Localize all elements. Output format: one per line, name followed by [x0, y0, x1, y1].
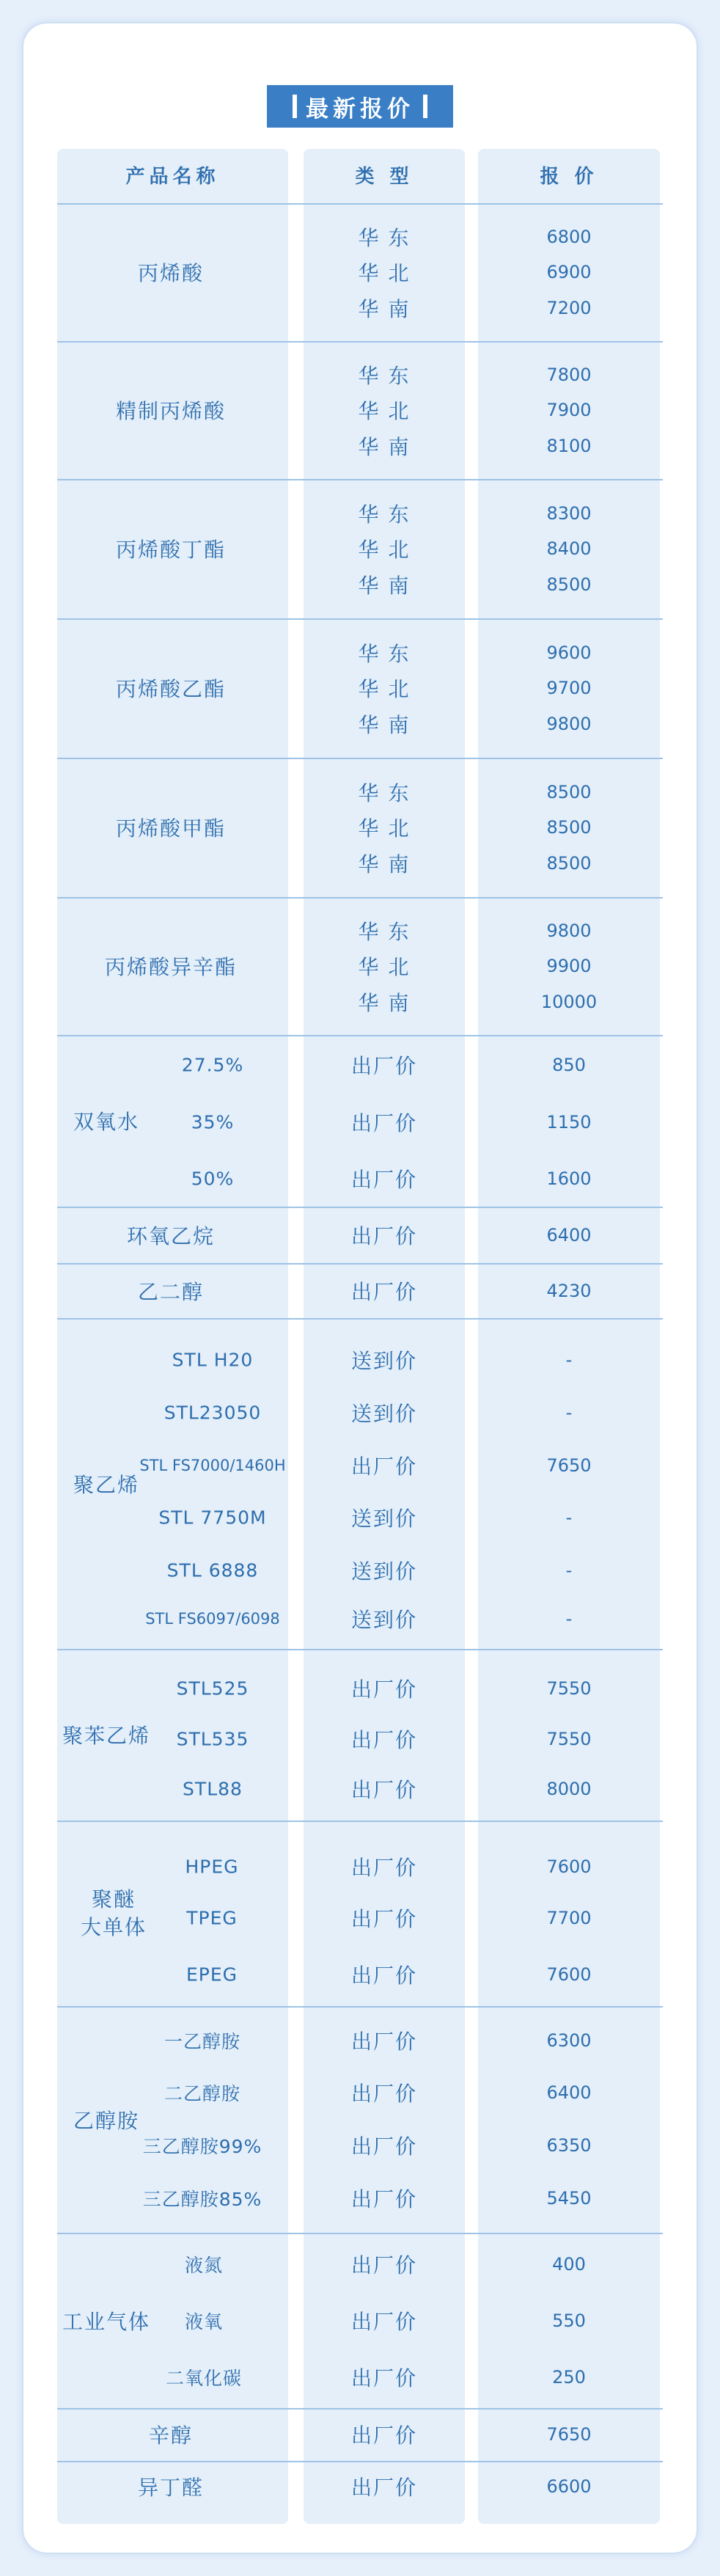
grade-label: 液氮	[184, 2255, 224, 2276]
grade-label: STL 6888	[166, 1559, 259, 1581]
grade-label: 三乙醇胺99%	[142, 2136, 262, 2157]
price-type: 华 北	[358, 677, 411, 701]
price-type: 出厂价	[350, 1728, 418, 1752]
product-name: 异丁醛	[137, 2476, 205, 2500]
price-type: 出厂价	[350, 1455, 418, 1479]
product-name-line: 聚醚	[91, 1887, 136, 1911]
grade-label: STL535	[176, 1728, 249, 1750]
price-value: 7550	[546, 1678, 592, 1699]
grade-label: 二乙醇胺	[164, 2083, 241, 2104]
price-value: 250	[552, 2367, 586, 2387]
product-name: 辛醇	[148, 2423, 194, 2448]
price-type: 华 南	[358, 297, 411, 321]
price-value: 7800	[546, 365, 592, 385]
row-divider	[57, 2408, 663, 2409]
price-value: 850	[552, 1055, 586, 1075]
row-divider	[57, 2006, 663, 2008]
price-value: 8000	[546, 1779, 592, 1799]
price-value: 7900	[546, 400, 592, 420]
price-value: 8500	[546, 853, 592, 874]
grade-label: STL H20	[172, 1349, 254, 1371]
product-name: 丙烯酸丁酯	[115, 538, 227, 562]
price-value: 1150	[546, 1112, 592, 1133]
price-type: 华 南	[358, 574, 411, 598]
product-name: 丙烯酸甲酯	[115, 816, 227, 841]
price-value: 8500	[546, 574, 592, 595]
grade-label: STL525	[176, 1677, 249, 1699]
price-value: 7600	[546, 1964, 592, 1985]
price-value: 400	[552, 2254, 586, 2275]
price-type: 出厂价	[350, 1168, 418, 1192]
price-type: 出厂价	[350, 1279, 418, 1304]
price-type: 出厂价	[350, 1856, 418, 1880]
price-value: 6400	[546, 2082, 592, 2103]
price-value: -	[565, 1402, 573, 1423]
header-price: 报 价	[540, 165, 598, 188]
price-value: 6350	[546, 2135, 592, 2156]
price-value: 9800	[546, 921, 592, 941]
header-product: 产品名称	[125, 165, 220, 188]
price-value: 6400	[546, 1224, 592, 1245]
price-value: 9900	[546, 956, 592, 976]
price-type: 出厂价	[350, 2134, 418, 2159]
header-type: 类 型	[355, 165, 414, 188]
price-value: 9600	[546, 643, 592, 663]
grade-label: STL23050	[164, 1402, 262, 1424]
row-divider	[57, 897, 663, 899]
grade-label: 二氧化碳	[165, 2368, 243, 2389]
price-type: 华 东	[358, 502, 411, 527]
price-value: 7550	[546, 1729, 592, 1749]
price-value: 7650	[546, 2424, 592, 2445]
price-type: 华 南	[358, 852, 411, 877]
grade-label: 三乙醇胺85%	[142, 2189, 262, 2210]
product-column-bg	[57, 149, 288, 2524]
price-value: 7200	[546, 298, 592, 318]
row-divider	[57, 2461, 663, 2462]
product-name: 乙二醇	[137, 1279, 205, 1304]
price-value: -	[565, 1609, 573, 1629]
row-divider	[57, 341, 663, 343]
price-value: 8300	[546, 503, 592, 524]
product-name: 丙烯酸异辛酯	[104, 955, 238, 979]
price-type: 出厂价	[350, 2423, 418, 2448]
price-value: 1600	[546, 1168, 592, 1189]
price-type: 华 东	[358, 920, 411, 944]
price-value: 6600	[546, 2476, 592, 2497]
price-type: 华 北	[358, 816, 411, 841]
price-type: 出厂价	[350, 1054, 418, 1078]
price-type: 出厂价	[350, 2253, 418, 2277]
row-divider	[57, 758, 663, 759]
row-divider	[57, 618, 663, 620]
price-type: 送到价	[350, 1507, 418, 1531]
product-name: 工业气体	[62, 2309, 151, 2334]
price-type: 出厂价	[350, 1223, 418, 1248]
row-divider	[57, 1035, 663, 1036]
product-name: 聚乙烯	[73, 1472, 140, 1497]
price-value: 4230	[546, 1280, 592, 1301]
grade-label: 50%	[191, 1168, 235, 1190]
page-title	[267, 85, 453, 128]
grade-label: 液氧	[184, 2311, 224, 2332]
row-divider	[57, 1318, 663, 1320]
price-value: 8500	[546, 782, 592, 802]
price-type: 出厂价	[350, 2187, 418, 2211]
title-bar-left	[293, 95, 297, 118]
row-divider	[57, 1649, 663, 1650]
price-value: 10000	[540, 992, 598, 1012]
price-value: 8100	[546, 436, 592, 456]
price-type: 出厂价	[350, 1677, 418, 1702]
price-value: 550	[552, 2310, 586, 2331]
price-type: 送到价	[350, 1608, 418, 1632]
price-type: 送到价	[350, 1402, 418, 1426]
price-type: 出厂价	[350, 2310, 418, 2334]
price-value: 6300	[546, 2030, 592, 2051]
product-name: 丙烯酸	[137, 261, 205, 285]
title-bar-right	[423, 95, 427, 118]
price-type: 出厂价	[350, 2082, 418, 2106]
grade-label: EPEG	[185, 1964, 238, 1986]
page-title-text: 最新报价	[306, 95, 414, 122]
product-name: 乙醇胺	[73, 2108, 140, 2133]
product-name: 聚苯乙烯	[62, 1724, 151, 1748]
price-type: 华 北	[358, 261, 411, 285]
price-value: 9700	[546, 678, 592, 698]
price-value: 9800	[546, 714, 592, 734]
price-type: 出厂价	[350, 1111, 418, 1135]
grade-label: STL FS7000/1460H	[139, 1457, 286, 1474]
price-type: 华 东	[358, 781, 411, 805]
product-name: 丙烯酸乙酯	[115, 677, 227, 701]
product-name: 精制丙烯酸	[115, 399, 227, 423]
row-divider	[57, 1263, 663, 1265]
grade-label: 一乙醇胺	[164, 2031, 241, 2052]
product-name: 双氧水	[73, 1110, 140, 1134]
price-type: 华 北	[358, 955, 411, 979]
row-divider	[57, 1207, 663, 1208]
grade-label: HPEG	[185, 1856, 239, 1878]
grade-label: STL FS6097/6098	[145, 1610, 280, 1628]
price-type: 出厂价	[350, 2476, 418, 2500]
price-type: 华 南	[358, 991, 411, 1015]
price-value: 7650	[546, 1455, 592, 1476]
price-value: 8400	[546, 538, 592, 559]
grade-label: TPEG	[186, 1907, 238, 1929]
price-type: 华 南	[358, 435, 411, 459]
grade-label: STL 7750M	[158, 1507, 267, 1529]
price-type: 华 东	[358, 364, 411, 388]
row-divider	[57, 1821, 663, 1822]
price-type: 华 东	[358, 226, 411, 250]
price-type: 出厂价	[350, 2030, 418, 2054]
price-type: 华 北	[358, 538, 411, 562]
price-value: -	[565, 1507, 573, 1528]
price-value: -	[565, 1560, 573, 1581]
grade-label: 27.5%	[181, 1054, 244, 1076]
price-type: 出厂价	[350, 1907, 418, 1931]
row-divider	[57, 2233, 663, 2234]
price-value: 8500	[546, 817, 592, 838]
price-value: 7700	[546, 1908, 592, 1928]
product-name	[81, 1886, 147, 1942]
price-type: 出厂价	[350, 1778, 418, 1802]
price-type: 出厂价	[350, 1964, 418, 1988]
price-type: 出厂价	[350, 2366, 418, 2390]
grade-label: 35%	[191, 1111, 235, 1133]
grade-label: STL88	[183, 1778, 243, 1800]
price-value: 6800	[546, 227, 592, 247]
price-type: 送到价	[350, 1559, 418, 1584]
row-divider	[57, 203, 663, 205]
price-type: 华 东	[358, 642, 411, 666]
product-name: 环氧乙烷	[126, 1223, 216, 1248]
price-value: 6900	[546, 262, 592, 282]
price-value: 7600	[546, 1856, 592, 1877]
product-name-line: 大单体	[80, 1914, 147, 1939]
price-value: 5450	[546, 2188, 592, 2209]
price-type: 华 南	[358, 713, 411, 737]
row-divider	[57, 479, 663, 480]
price-type: 送到价	[350, 1349, 418, 1373]
price-value: -	[565, 1350, 573, 1370]
price-type: 华 北	[358, 399, 411, 423]
